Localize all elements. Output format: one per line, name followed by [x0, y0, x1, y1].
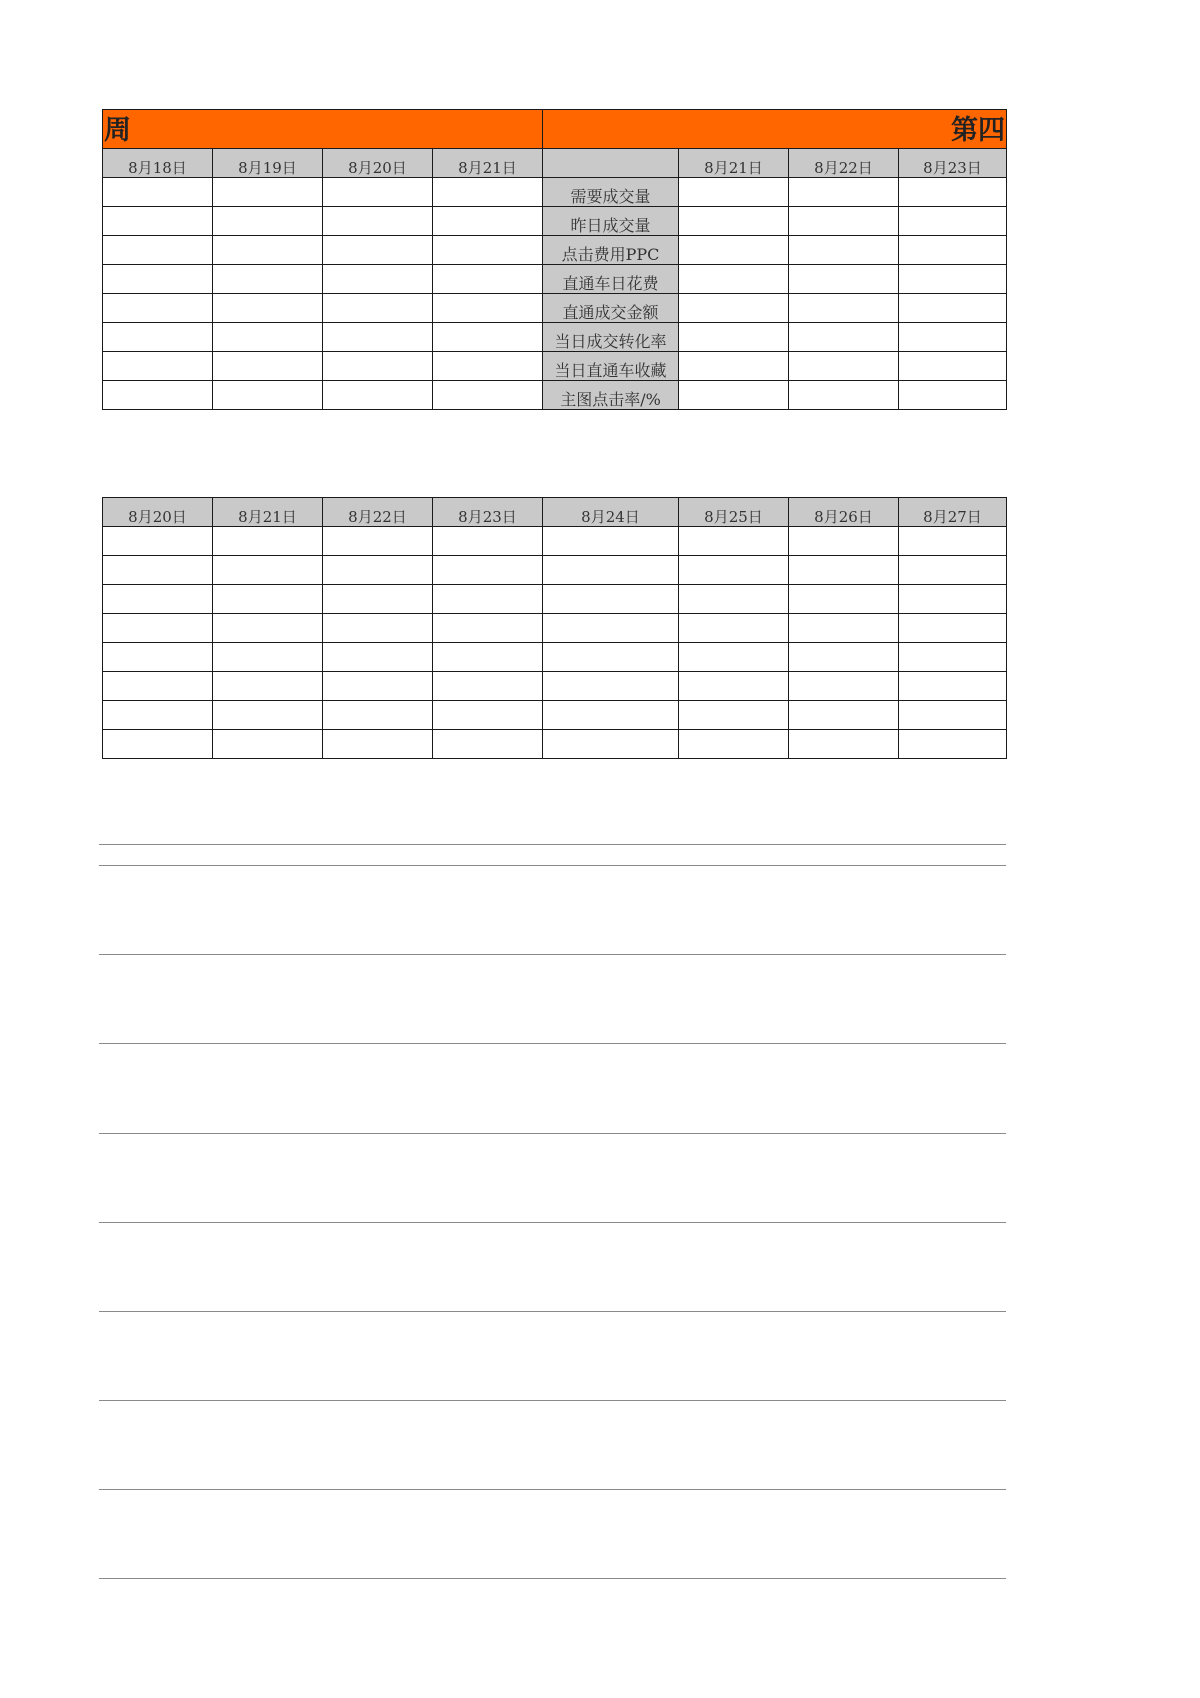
data-cell[interactable] [789, 207, 899, 236]
date-header: 8月22日 [323, 498, 433, 527]
data-cell[interactable] [433, 381, 543, 410]
data-cell[interactable] [433, 701, 543, 730]
data-cell[interactable] [323, 265, 433, 294]
data-cell[interactable] [213, 294, 323, 323]
data-cell[interactable] [323, 381, 433, 410]
data-cell[interactable] [679, 614, 789, 643]
data-cell[interactable] [899, 265, 1007, 294]
data-cell[interactable] [213, 381, 323, 410]
data-cell[interactable] [213, 236, 323, 265]
data-cell[interactable] [679, 556, 789, 585]
data-cell[interactable] [899, 236, 1007, 265]
data-cell[interactable] [789, 585, 899, 614]
data-cell[interactable] [323, 614, 433, 643]
data-cell[interactable] [433, 614, 543, 643]
data-cell[interactable] [679, 294, 789, 323]
data-cell[interactable] [899, 294, 1007, 323]
data-cell[interactable] [899, 381, 1007, 410]
data-cell[interactable] [433, 265, 543, 294]
data-cell[interactable] [103, 556, 213, 585]
metric-label: 当日成交转化率 [543, 323, 679, 352]
date-header: 8月25日 [679, 498, 789, 527]
data-cell[interactable] [543, 614, 679, 643]
data-cell[interactable] [789, 701, 899, 730]
data-cell[interactable] [679, 352, 789, 381]
data-cell[interactable] [433, 643, 543, 672]
date-header: 8月21日 [213, 498, 323, 527]
data-cell[interactable] [323, 556, 433, 585]
note-line [99, 1400, 1006, 1401]
note-line [99, 1222, 1006, 1223]
metric-label: 直通车日花费 [543, 265, 679, 294]
data-cell[interactable] [323, 585, 433, 614]
data-cell[interactable] [213, 207, 323, 236]
data-cell[interactable] [103, 265, 213, 294]
metric-label: 直通成交金额 [543, 294, 679, 323]
data-cell[interactable] [213, 323, 323, 352]
data-cell[interactable] [323, 672, 433, 701]
data-cell[interactable] [899, 585, 1007, 614]
data-cell[interactable] [543, 643, 679, 672]
data-cell[interactable] [543, 701, 679, 730]
data-cell[interactable] [789, 527, 899, 556]
data-cell[interactable] [433, 294, 543, 323]
note-line [99, 1578, 1006, 1579]
data-cell[interactable] [543, 672, 679, 701]
data-cell[interactable] [323, 701, 433, 730]
date-header: 8月20日 [103, 498, 213, 527]
data-cell[interactable] [103, 352, 213, 381]
data-cell[interactable] [679, 323, 789, 352]
data-cell[interactable] [323, 236, 433, 265]
date-header: 8月26日 [789, 498, 899, 527]
note-line [99, 865, 1006, 866]
data-cell[interactable] [899, 323, 1007, 352]
data-cell[interactable] [789, 323, 899, 352]
data-cell[interactable] [433, 178, 543, 207]
date-header: 8月23日 [433, 498, 543, 527]
data-cell[interactable] [679, 643, 789, 672]
data-cell[interactable] [103, 643, 213, 672]
note-line [99, 1133, 1006, 1134]
data-cell[interactable] [789, 556, 899, 585]
data-cell[interactable] [789, 730, 899, 759]
data-cell[interactable] [679, 178, 789, 207]
data-cell[interactable] [433, 730, 543, 759]
data-cell[interactable] [213, 614, 323, 643]
date-header: 8月18日 [103, 149, 213, 178]
data-cell[interactable] [103, 178, 213, 207]
data-cell[interactable] [323, 730, 433, 759]
week-title-left: 周 [103, 110, 543, 149]
data-cell[interactable] [543, 556, 679, 585]
data-cell[interactable] [789, 265, 899, 294]
data-cell[interactable] [213, 265, 323, 294]
metric-label-header [543, 149, 679, 178]
data-cell[interactable] [543, 527, 679, 556]
data-cell[interactable] [433, 236, 543, 265]
data-cell[interactable] [899, 701, 1007, 730]
data-cell[interactable] [543, 585, 679, 614]
data-cell[interactable] [323, 294, 433, 323]
data-cell[interactable] [213, 643, 323, 672]
data-cell[interactable] [899, 730, 1007, 759]
metric-label: 主图点击率/% [543, 381, 679, 410]
data-cell[interactable] [433, 672, 543, 701]
data-cell[interactable] [433, 352, 543, 381]
data-cell[interactable] [213, 527, 323, 556]
data-cell[interactable] [899, 556, 1007, 585]
data-cell[interactable] [899, 178, 1007, 207]
data-cell[interactable] [323, 178, 433, 207]
note-line [99, 1311, 1006, 1312]
data-cell[interactable] [789, 614, 899, 643]
data-cell[interactable] [213, 556, 323, 585]
data-cell[interactable] [899, 527, 1007, 556]
data-cell[interactable] [323, 207, 433, 236]
data-cell[interactable] [103, 381, 213, 410]
data-cell[interactable] [433, 527, 543, 556]
data-cell[interactable] [543, 730, 679, 759]
note-line [99, 954, 1006, 955]
metric-label: 昨日成交量 [543, 207, 679, 236]
data-cell[interactable] [899, 207, 1007, 236]
data-cell[interactable] [433, 585, 543, 614]
data-cell[interactable] [679, 585, 789, 614]
data-cell[interactable] [679, 236, 789, 265]
weekly-metrics-table [102, 109, 1007, 410]
date-header: 8月24日 [543, 498, 679, 527]
data-cell[interactable] [323, 643, 433, 672]
data-cell[interactable] [789, 294, 899, 323]
data-cell[interactable] [789, 236, 899, 265]
data-cell[interactable] [899, 352, 1007, 381]
date-header: 8月20日 [323, 149, 433, 178]
data-cell[interactable] [213, 672, 323, 701]
date-header: 8月22日 [789, 149, 899, 178]
data-cell[interactable] [103, 701, 213, 730]
data-cell[interactable] [789, 178, 899, 207]
data-cell[interactable] [103, 323, 213, 352]
data-cell[interactable] [433, 207, 543, 236]
data-cell[interactable] [103, 207, 213, 236]
note-line [99, 1489, 1006, 1490]
data-cell[interactable] [789, 672, 899, 701]
data-cell[interactable] [103, 672, 213, 701]
data-cell[interactable] [213, 352, 323, 381]
note-line [99, 844, 1006, 845]
week-title-right: 第四 [543, 110, 1007, 149]
data-cell[interactable] [679, 701, 789, 730]
data-cell[interactable] [213, 701, 323, 730]
date-header: 8月21日 [433, 149, 543, 178]
data-cell[interactable] [899, 672, 1007, 701]
data-cell[interactable] [679, 265, 789, 294]
data-cell[interactable] [213, 730, 323, 759]
data-cell[interactable] [323, 323, 433, 352]
data-cell[interactable] [103, 614, 213, 643]
data-cell[interactable] [679, 381, 789, 410]
data-cell[interactable] [789, 381, 899, 410]
data-cell[interactable] [103, 527, 213, 556]
data-cell[interactable] [323, 352, 433, 381]
data-cell[interactable] [679, 527, 789, 556]
data-cell[interactable] [323, 527, 433, 556]
data-cell[interactable] [789, 352, 899, 381]
data-cell[interactable] [789, 643, 899, 672]
date-header: 8月19日 [213, 149, 323, 178]
data-cell[interactable] [213, 585, 323, 614]
data-cell[interactable] [213, 178, 323, 207]
data-cell[interactable] [103, 730, 213, 759]
data-cell[interactable] [899, 614, 1007, 643]
data-cell[interactable] [103, 236, 213, 265]
data-cell[interactable] [679, 207, 789, 236]
note-line [99, 1043, 1006, 1044]
data-cell[interactable] [433, 323, 543, 352]
date-header: 8月27日 [899, 498, 1007, 527]
date-header: 8月23日 [899, 149, 1007, 178]
data-cell[interactable] [103, 585, 213, 614]
metric-label: 当日直通车收藏 [543, 352, 679, 381]
metric-label: 点击费用PPC [543, 236, 679, 265]
date-header: 8月21日 [679, 149, 789, 178]
data-cell[interactable] [679, 730, 789, 759]
daily-grid-table [102, 497, 1007, 759]
data-cell[interactable] [679, 672, 789, 701]
data-cell[interactable] [899, 643, 1007, 672]
metric-label: 需要成交量 [543, 178, 679, 207]
data-cell[interactable] [433, 556, 543, 585]
data-cell[interactable] [103, 294, 213, 323]
